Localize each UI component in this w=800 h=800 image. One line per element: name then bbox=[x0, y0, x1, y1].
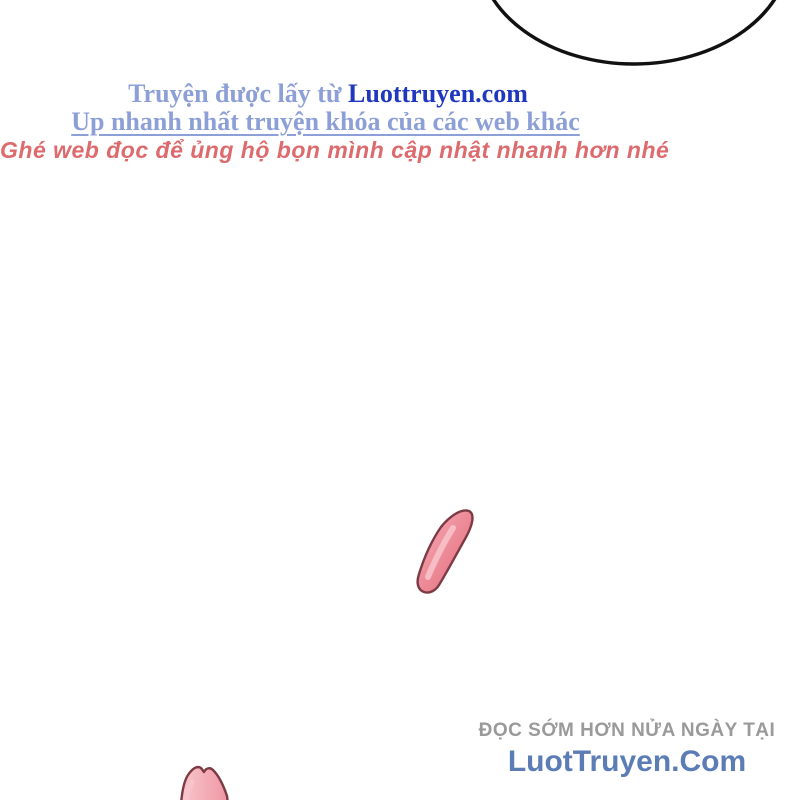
speech-bubble-icon bbox=[478, 0, 790, 64]
falling-petal-icon bbox=[418, 510, 473, 592]
bottom-petal-icon bbox=[181, 767, 228, 800]
footer-tagline: ĐỌC SỚM HƠN NỬA NGÀY TẠI bbox=[478, 720, 776, 741]
credit-source-prefix: Truyện được lấy từ bbox=[128, 79, 342, 108]
credit-support-note: Ghé web đọc để ủng hộ bọn mình cập nhật nhanh hơn nhé bbox=[0, 137, 670, 163]
footer-site-name: LuotTruyen.Com bbox=[507, 745, 747, 778]
credit-source-line bbox=[0, 79, 656, 109]
credit-promo-line: Up nhanh nhất truyện khóa của các web khác bbox=[71, 107, 580, 136]
credit-source-site: Luottruyen.com bbox=[348, 79, 528, 108]
footer-watermark bbox=[457, 720, 797, 779]
